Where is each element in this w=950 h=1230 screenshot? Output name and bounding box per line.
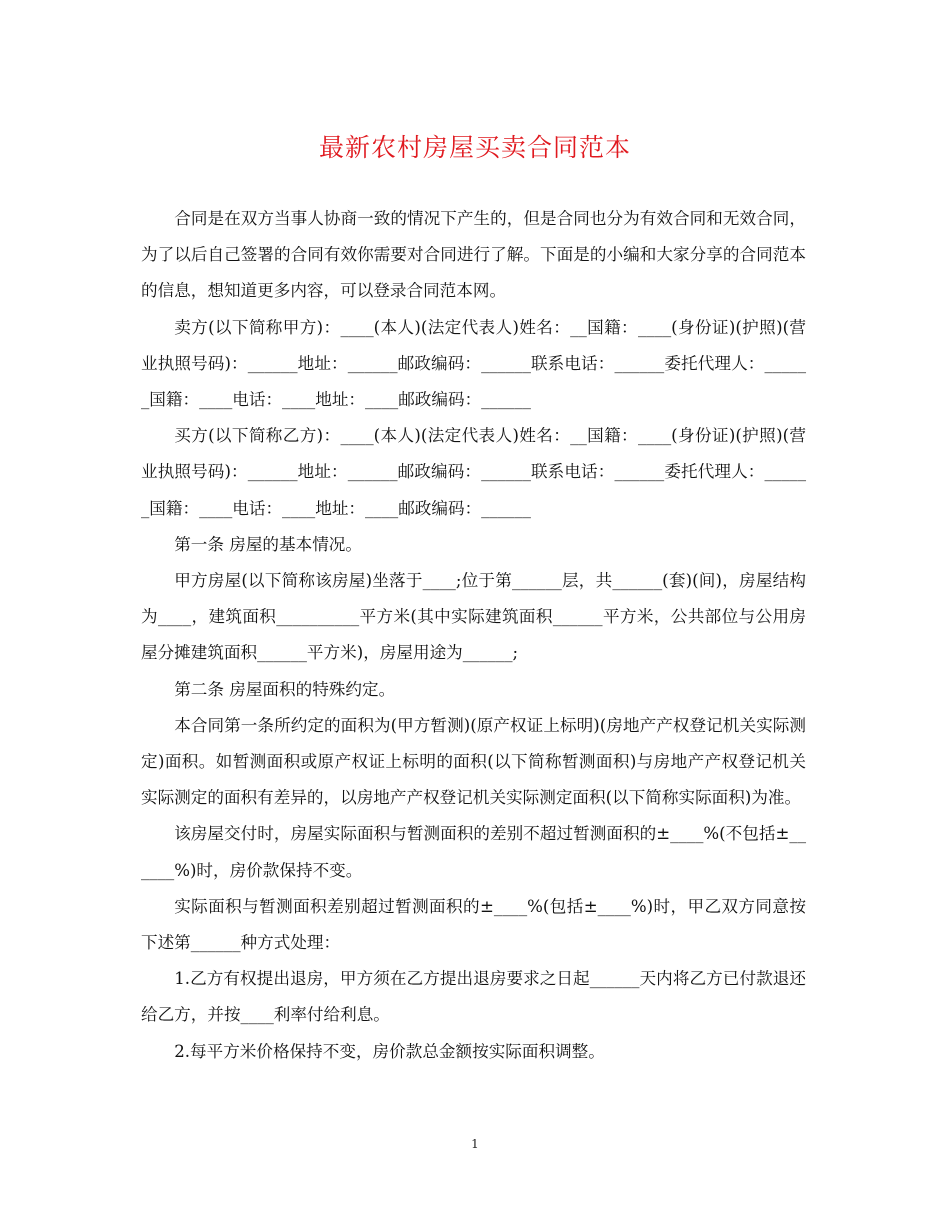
article-1-heading: 第一条 房屋的基本情况。 bbox=[174, 534, 362, 554]
paragraph-seller-info: 卖方(以下简称甲方)：____(本人)(法定代表人)姓名：__国籍：____(身份证)(护照)(营业执照号码)：______地址：______邮政编码：______联系电话：______委托代理人：______国籍：____电话：____地址：____邮政编码：______ bbox=[141, 317, 806, 410]
paragraph-intro: 合同是在双方当事人协商一致的情况下产生的，但是合同也分为有效合同和无效合同，为了以后自己签署的合同有效你需要对合同进行了解。下面是的小编和大家分享的合同范本的信息，想知道更多内容，可以登录合同范本网。 bbox=[141, 209, 806, 301]
document-title: 最新农村房屋买卖合同范本 bbox=[318, 133, 631, 162]
paragraph-area-definition: 本合同第一条所约定的面积为(甲方暂测)(原产权证上标明)(房地产产权登记机关实际测定)面积。如暂测面积或原产权证上标明的面积(以下简称暂测面积)与房地产产权登记机关实际测定的面积有差异的，以房地产产权登记机关实际测定面积(以下简称实际面积)为准。 bbox=[141, 715, 806, 808]
paragraph-area-exceed: 实际面积与暂测面积差别超过暂测面积的±____%(包括±____%)时，甲乙双方同意按下述第______种方式处理： bbox=[141, 896, 806, 953]
paragraph-house-basics: 甲方房屋(以下简称该房屋)坐落于____;位于第______层，共______(套)(间)，房屋结构为____，建筑面积__________平方米(其中实际建筑面积______平方米，公共部位与公用房屋分摊建筑面积______平方米)，房屋用途为______; bbox=[141, 571, 806, 663]
paragraph-area-tolerance: 该房屋交付时，房屋实际面积与暂测面积的差别不超过暂测面积的±____%(不包括±______%)时，房价款保持不变。 bbox=[141, 824, 806, 880]
paragraph-option-1: 1.乙方有权提出退房，甲方须在乙方提出退房要求之日起______天内将乙方已付款退还给乙方，并按____利率付给利息。 bbox=[141, 969, 806, 1025]
paragraph-buyer-info: 买方(以下简称乙方)：____(本人)(法定代表人)姓名：__国籍：____(身份证)(护照)(营业执照号码)：______地址：______邮政编码：______联系电话：______委托代理人：______国籍：____电话：____地址：____邮政编码：______ bbox=[141, 426, 806, 518]
paragraph-option-2: 2.每平方米价格保持不变，房价款总金额按实际面积调整。 bbox=[174, 1041, 605, 1061]
article-2-heading: 第二条 房屋面积的特殊约定。 bbox=[174, 679, 396, 699]
page-number: 1 bbox=[471, 1137, 479, 1151]
document-body bbox=[141, 201, 806, 1070]
